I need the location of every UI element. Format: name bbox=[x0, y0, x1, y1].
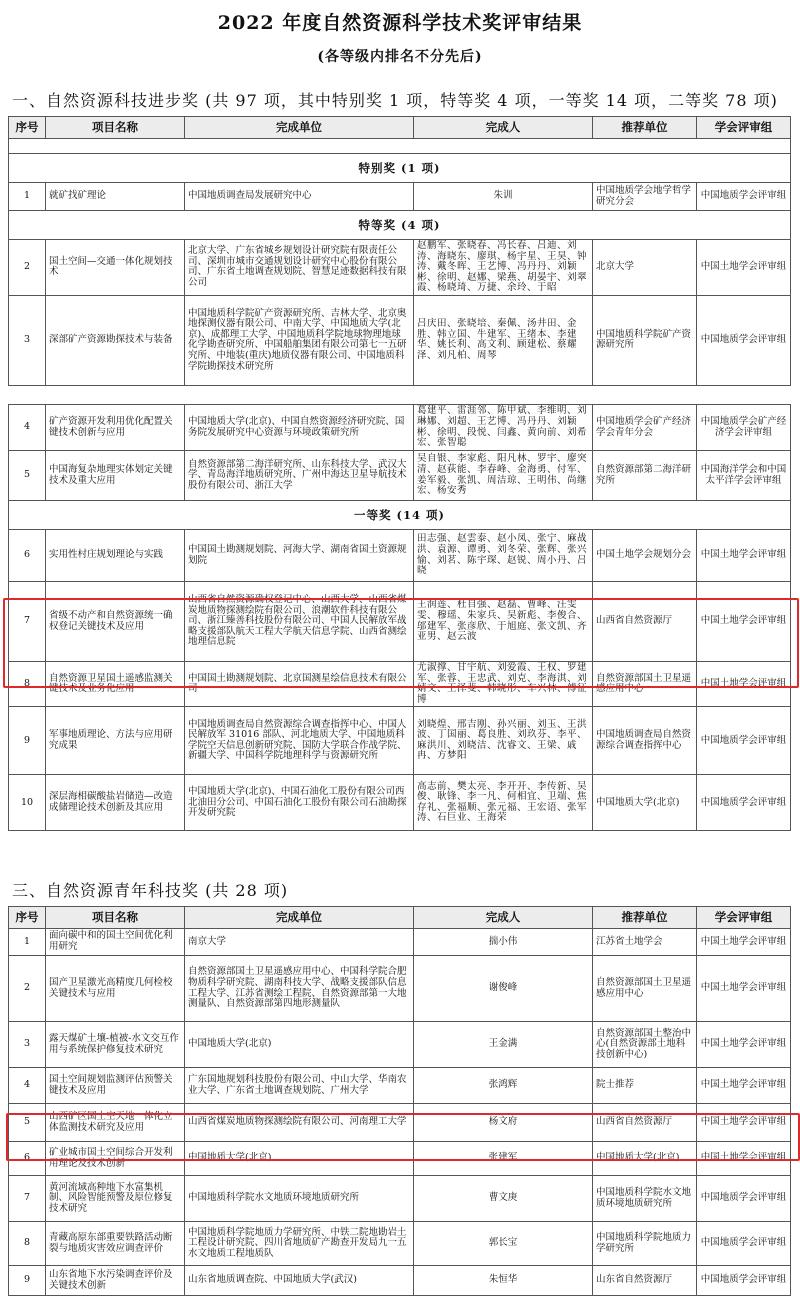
row-persons: 曹文庚 bbox=[414, 1176, 593, 1222]
col-header-group: 学会评审组 bbox=[697, 907, 791, 929]
row-project-name: 露天煤矿土壤-植被-水文交互作用与系统保护修复技术研究 bbox=[46, 1022, 185, 1068]
row-units: 中国地质大学(北京)、中国石油化工股份有限公司西北油田分公司、中国石油化工股份有限公司石油勘探开发研究院 bbox=[185, 775, 414, 831]
row-units: 中国地质科学院地质力学研究所、中铁二院地勘岩土工程设计研究院、四川省地质矿产勘查开发局九一五水文地质工程地质队 bbox=[185, 1222, 414, 1266]
table-row bbox=[9, 295, 791, 385]
row-persons: 郭长宝 bbox=[414, 1222, 593, 1266]
col-header-group: 学会评审组 bbox=[697, 117, 791, 139]
row-group: 中国地质学会评审组 bbox=[697, 183, 791, 211]
section-heading-youth-award: 三、自然资源青年科技奖 (共 28 项) bbox=[12, 881, 289, 900]
row-recommender: 自然资源部第二海洋研究所 bbox=[593, 451, 697, 501]
row-group: 中国土地学会评审组 bbox=[697, 1142, 791, 1176]
row-units: 中国国土勘测规划院、河海大学、湖南省国土资源规划院 bbox=[185, 530, 414, 582]
row-units: 中国地质大学(北京) bbox=[185, 1142, 414, 1176]
row-no: 5 bbox=[9, 1104, 46, 1142]
row-no: 3 bbox=[9, 295, 46, 385]
row-project-name: 矿业城市国土空间综合开发利用理论及技术创新 bbox=[46, 1142, 185, 1176]
page-title: 2022 年度自然资源科学技术奖评审结果 bbox=[217, 12, 583, 34]
row-units: 山东省地质调查院、中国地质大学(武汉) bbox=[185, 1266, 414, 1296]
row-persons: 谢俊峰 bbox=[414, 956, 593, 1022]
row-project-name: 黄河流域高种地下水富集机制、风险智能预警及原位修复技术研究 bbox=[46, 1176, 185, 1222]
table-row bbox=[9, 582, 791, 662]
row-no: 5 bbox=[9, 451, 46, 501]
row-group: 中国地质学会评审组 bbox=[697, 295, 791, 385]
row-persons: 刘晓煌、邢吉刚、孙兴丽、刘玉、王洪波、丁国丽、葛良胜、刘玖芬、李平、麻洪川、刘晓洁、沈睿文、王梁、戚冉、方梦阳 bbox=[414, 707, 593, 775]
row-units: 中国地质科学院矿产资源研究所、吉林大学、北京奥地探测仪器有限公司、中南大学、中国地质大学(北京)、成都理工大学、中国地质科学院地球物理地球化学勘查研究所、中国船舶集团有限公司第七一五研究所、中地装(重庆)地质仪器有限公司、中国地质科学院勘探技术研究所 bbox=[185, 295, 414, 385]
row-persons: 吴自银、李家彪、阳凡林、罗宇、廖突清、赵荻能、李春峰、金海勇、付军、姜军毅、张凯、周洁琼、王明伟、尚继宏、杨安秀 bbox=[414, 451, 593, 501]
row-persons: 吕庆田、张晓培、秦佩、汤井田、金胜、韩立国、牛建军、王绪本、李建华、姚长利、高文利、顾建松、蔡耀泽、刘凡柏、周琴 bbox=[414, 295, 593, 385]
row-no: 8 bbox=[9, 1222, 46, 1266]
row-recommender: 山西省自然资源厅 bbox=[593, 582, 697, 662]
table-row bbox=[9, 1176, 791, 1222]
row-no: 7 bbox=[9, 1176, 46, 1222]
table-row bbox=[9, 662, 791, 707]
table-row bbox=[9, 1104, 791, 1142]
row-persons: 揣小伟 bbox=[414, 929, 593, 956]
row-group: 中国土地学会评审组 bbox=[697, 582, 791, 662]
row-units: 中国地质调查局自然资源综合调查指挥中心、中国人民解放军 31016 部队、河北地质大学、中国地质科学院空天信息创新研究院、国防大学联合作战学院、新疆大学、中国科学院地理科学与资源研究所 bbox=[185, 707, 414, 775]
row-recommender: 中国土地学会规划分会 bbox=[593, 530, 697, 582]
row-units: 中国地质大学(北京) bbox=[185, 1022, 414, 1068]
progress-award-table-part1 bbox=[8, 116, 791, 386]
col-header-recommender: 推荐单位 bbox=[593, 117, 697, 139]
category-first: 一等奖 (14 项) bbox=[9, 501, 791, 530]
row-group: 中国土地学会评审组 bbox=[697, 662, 791, 707]
row-recommender: 中国地质学会矿产经济学会青年分会 bbox=[593, 405, 697, 451]
row-project-name: 深部矿产资源勘探技术与装备 bbox=[46, 295, 185, 385]
row-persons: 尤淑撑、甘宇航、刘爱霞、王权、罗建军、张蓉、王忠武、刘克、李海淇、刘婧文、王泽斐、韩晓彤、车兴林、傅征博 bbox=[414, 662, 593, 707]
row-group: 中国土地学会评审组 bbox=[697, 1104, 791, 1142]
row-units: 广东国地规划科技股份有限公司、中山大学、华南农业大学、广东省土地调查规划院、广州大学 bbox=[185, 1068, 414, 1104]
col-header-no: 序号 bbox=[9, 117, 46, 139]
category-grand: 特等奖 (4 项) bbox=[9, 211, 791, 240]
col-header-units: 完成单位 bbox=[185, 907, 414, 929]
section-heading-progress-award: 一、自然资源科技进步奖 (共 97 项，其中特别奖 1 项，特等奖 4 项，一等奖 14 项，二等奖 78 项) bbox=[12, 91, 778, 110]
row-recommender: 自然资源部国土整治中心(自然资源部土地科技创新中心) bbox=[593, 1022, 697, 1068]
row-group: 中国地质学会评审组 bbox=[697, 1222, 791, 1266]
row-units: 山西省煤炭地质物探测绘院有限公司、河南理工大学 bbox=[185, 1104, 414, 1142]
row-no: 3 bbox=[9, 1022, 46, 1068]
row-no: 4 bbox=[9, 405, 46, 451]
row-units: 中国地质科学院水文地质环境地质研究所 bbox=[185, 1176, 414, 1222]
row-project-name: 山东省地下水污染调查评价及关键技术创新 bbox=[46, 1266, 185, 1296]
row-no: 1 bbox=[9, 929, 46, 956]
row-units: 中国地质调查局发展研究中心 bbox=[185, 183, 414, 211]
row-group: 中国地质学会评审组 bbox=[697, 707, 791, 775]
table-header-row bbox=[9, 117, 791, 139]
row-no: 1 bbox=[9, 183, 46, 211]
col-header-persons: 完成人 bbox=[414, 907, 593, 929]
table-header-row bbox=[9, 907, 791, 929]
col-header-units: 完成单位 bbox=[185, 117, 414, 139]
row-no: 6 bbox=[9, 1142, 46, 1176]
col-header-project: 项目名称 bbox=[46, 117, 185, 139]
row-units: 中国地质大学(北京)、中国自然资源经济研究院、国务院发展研究中心资源与环境政策研究所 bbox=[185, 405, 414, 451]
row-project-name: 面向碳中和的国土空间优化利用研究 bbox=[46, 929, 185, 956]
row-group: 中国土地学会评审组 bbox=[697, 956, 791, 1022]
row-recommender: 中国地质科学院矿产资源研究所 bbox=[593, 295, 697, 385]
row-persons: 葛建平、雷涯邻、陈甲斌、李维明、刘琳娜、刘超、王艺博、冯丹丹、刘颖彬、徐明、段悦、闫鑫、黄向前、刘希宏、张智聪 bbox=[414, 405, 593, 451]
row-project-name: 自然资源卫星国土遥感监测关键技术及业务化应用 bbox=[46, 662, 185, 707]
table-row bbox=[9, 1266, 791, 1296]
row-group: 中国土地学会评审组 bbox=[697, 929, 791, 956]
row-recommender: 中国地质大学(北京) bbox=[593, 1142, 697, 1176]
table-row bbox=[9, 707, 791, 775]
table-row bbox=[9, 405, 791, 451]
row-group: 中国地质学会评审组 bbox=[697, 1266, 791, 1296]
row-group: 中国地质学会矿产经济学会评审组 bbox=[697, 405, 791, 451]
row-no: 10 bbox=[9, 775, 46, 831]
table-row bbox=[9, 530, 791, 582]
row-project-name: 省级不动产和自然资源统一确权登记关键技术及应用 bbox=[46, 582, 185, 662]
row-persons: 王润莲、杜自强、赵磊、曹峰、汪雯雯、穆瑶、朱家兵、吴新彪、李俊合、邬建军、张彦欣、于旭庭、张文凯、齐亚男、赵云波 bbox=[414, 582, 593, 662]
table-row bbox=[9, 1022, 791, 1068]
row-persons: 朱训 bbox=[414, 183, 593, 211]
row-project-name: 矿产资源开发利用优化配置关键技术创新与应用 bbox=[46, 405, 185, 451]
row-recommender: 北京大学 bbox=[593, 240, 697, 296]
row-units: 自然资源部第二海洋研究所、山东科技大学、武汉大学、青岛海洋地质研究所、广州中海达卫星导航技术股份有限公司、浙江大学 bbox=[185, 451, 414, 501]
col-header-persons: 完成人 bbox=[414, 117, 593, 139]
row-no: 2 bbox=[9, 240, 46, 296]
row-project-name: 国土空间—交通一体化规划技术 bbox=[46, 240, 185, 296]
row-group: 中国土地学会评审组 bbox=[697, 1068, 791, 1104]
row-units: 中国国土勘测规划院、北京国测星绘信息技术有限公司 bbox=[185, 662, 414, 707]
row-project-name: 国土空间规划监测评估预警关键技术及应用 bbox=[46, 1068, 185, 1104]
table-row bbox=[9, 929, 791, 956]
row-project-name: 国产卫星激光高精度几何检校关键技术与应用 bbox=[46, 956, 185, 1022]
row-recommender: 山西省自然资源厅 bbox=[593, 1104, 697, 1142]
row-recommender: 中国地质调查局自然资源综合调查指挥中心 bbox=[593, 707, 697, 775]
row-project-name: 青藏高原东部重要铁路活动断裂与地质灾害效应调查评价 bbox=[46, 1222, 185, 1266]
row-persons: 田志强、赵雲泰、赵小凤、张宁、麻战洪、袁源、谭勇、刘冬荣、张辉、张兴愉、刘茗、陈宇琛、赵锐、周小丹、吕晓 bbox=[414, 530, 593, 582]
row-recommender: 江苏省土地学会 bbox=[593, 929, 697, 956]
row-recommender: 中国地质大学(北京) bbox=[593, 775, 697, 831]
row-no: 2 bbox=[9, 956, 46, 1022]
row-recommender: 中国地质科学院地质力学研究所 bbox=[593, 1222, 697, 1266]
row-group: 中国地质学会评审组 bbox=[697, 1176, 791, 1222]
row-no: 9 bbox=[9, 707, 46, 775]
row-persons: 高志前、樊太亮、李开开、李传新、吴俊、耿锋、李一凡、何相宜、卫端、焦存礼、张福顺、张元福、王宏语、张军涛、石巨业、王海荣 bbox=[414, 775, 593, 831]
row-no: 4 bbox=[9, 1068, 46, 1104]
row-recommender: 山东省自然资源厅 bbox=[593, 1266, 697, 1296]
youth-award-table bbox=[8, 906, 791, 1296]
table-row bbox=[9, 775, 791, 831]
row-group: 中国海洋学会和中国太平洋学会评审组 bbox=[697, 451, 791, 501]
row-units: 山西省自然资源确权登记中心、山西大学、山西省煤炭地质物探测绘院有限公司、浪潮软件科技有限公司、浙江臻善科技股份有限公司、中国人民解放军战略支援部队航天工程大学航天信息学院、山西省测绘地理信息院 bbox=[185, 582, 414, 662]
row-group: 中国土地学会评审组 bbox=[697, 530, 791, 582]
row-persons: 杨文府 bbox=[414, 1104, 593, 1142]
table-row bbox=[9, 1068, 791, 1104]
row-no: 6 bbox=[9, 530, 46, 582]
table-row bbox=[9, 1222, 791, 1266]
col-header-project: 项目名称 bbox=[46, 907, 185, 929]
row-project-name: 军事地质理论、方法与应用研究成果 bbox=[46, 707, 185, 775]
row-project-name: 实用性村庄规划理论与实践 bbox=[46, 530, 185, 582]
col-header-recommender: 推荐单位 bbox=[593, 907, 697, 929]
table-row bbox=[9, 451, 791, 501]
col-header-no: 序号 bbox=[9, 907, 46, 929]
row-recommender: 中国地质学会地学哲学研究分会 bbox=[593, 183, 697, 211]
table-row bbox=[9, 183, 791, 211]
page-subtitle: (各等级内排名不分先后) bbox=[317, 49, 483, 65]
spacer-row bbox=[9, 139, 791, 154]
row-group: 中国土地学会评审组 bbox=[697, 1022, 791, 1068]
row-units: 北京大学、广东省城乡规划设计研究院有限责任公司、深圳市城市交通规划设计研究中心股份有限公司、广东省土地调查规划院、智慧足迹数据科技有限公司 bbox=[185, 240, 414, 296]
row-persons: 赵鹏军、张晓春、冯长春、吕迪、刘涛、海晓东、廖琪、杨宇星、王昊、钟涛、戴冬晖、王艺博、冯丹丹、刘颖彬、徐明、赵娜、梁燕、胡晏宇、刘翠霞、杨晓琦、万捷、余玲、于昭 bbox=[414, 240, 593, 296]
row-persons: 张建军 bbox=[414, 1142, 593, 1176]
row-no: 8 bbox=[9, 662, 46, 707]
row-project-name: 就矿找矿理论 bbox=[46, 183, 185, 211]
category-special: 特别奖 (1 项) bbox=[9, 154, 791, 183]
table-row bbox=[9, 1142, 791, 1176]
table-row bbox=[9, 240, 791, 296]
row-no: 9 bbox=[9, 1266, 46, 1296]
progress-award-table-part2 bbox=[8, 404, 791, 831]
row-recommender: 自然资源部国土卫星遥感应用中心 bbox=[593, 956, 697, 1022]
row-no: 7 bbox=[9, 582, 46, 662]
row-group: 中国地质学会评审组 bbox=[697, 775, 791, 831]
row-project-name: 中国海复杂地理实体划定关键技术及重大应用 bbox=[46, 451, 185, 501]
row-persons: 张鸿辉 bbox=[414, 1068, 593, 1104]
row-persons: 朱恒华 bbox=[414, 1266, 593, 1296]
row-group: 中国土地学会评审组 bbox=[697, 240, 791, 296]
table-row bbox=[9, 956, 791, 1022]
row-recommender: 院士推荐 bbox=[593, 1068, 697, 1104]
row-project-name: 山西矿区国土空天地一体化立体监测技术研究及应用 bbox=[46, 1104, 185, 1142]
row-persons: 王金满 bbox=[414, 1022, 593, 1068]
row-units: 自然资源部国土卫星遥感应用中心、中国科学院合肥物质科学研究院、湖南科技大学、战略支援部队信息工程大学、江苏省测绘工程院、自然资源部第一大地测量队、自然资源部第四地形测量队 bbox=[185, 956, 414, 1022]
row-units: 南京大学 bbox=[185, 929, 414, 956]
row-project-name: 深层海相碳酸盐岩储造—改造成储理论技术创新及其应用 bbox=[46, 775, 185, 831]
row-recommender: 自然资源部国土卫星遥感应用中心 bbox=[593, 662, 697, 707]
row-recommender: 中国地质科学院水文地质环境地质研究所 bbox=[593, 1176, 697, 1222]
